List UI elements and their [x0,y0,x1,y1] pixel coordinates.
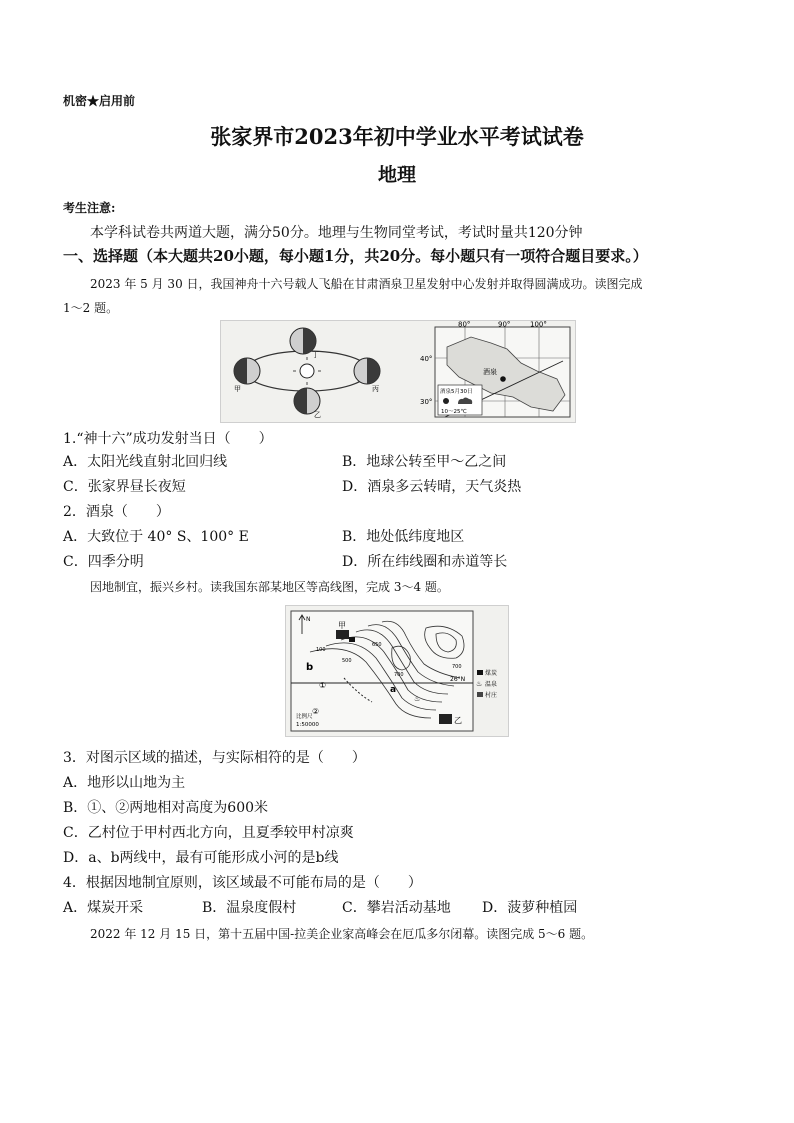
figure-orbit-and-map [220,320,576,423]
orbit-label-jia: 甲 [234,385,241,393]
q3-option-c: C．乙村位于甲村西北方向，且夏季较甲村凉爽 [63,825,354,841]
confidential-mark: 机密★启用前 [63,94,136,108]
village-yi-label: 乙 [454,716,462,725]
intro-1-line-2: 1～2 题。 [63,301,119,315]
scale-value: 1:50000 [296,722,319,728]
q2-stem: 2．酒泉（ ） [63,504,170,520]
q4-option-b: B．温泉度假村 [202,900,297,916]
q3-option-b: B．①、②两地相对高度为600米 [63,800,269,816]
contour-label-700-b: 700 [452,664,462,670]
q1-option-a: A．太阳光线直射北回归线 [63,454,228,470]
q2-option-d: D．所在纬线圈和赤道等长 [342,554,508,570]
weather-date: 酒泉5月30日 [440,389,473,395]
legend-coal-label: 煤炭 [485,670,498,677]
village-yi-marker [439,714,452,724]
scale-label: 比例尺 [296,714,313,720]
notice-text: 本学科试卷共两道大题，满分50分。地理与生物同堂考试，考试时量共120分钟 [90,225,583,241]
coal-marker-1 [349,637,355,642]
hot-spring-icon: ♨ [414,695,421,703]
q4-option-d: D．菠萝种植园 [482,900,578,916]
sun-icon [443,398,449,404]
orbit-label-ding: 丁 [312,351,319,359]
q4-option-a: A．煤炭开采 [63,900,144,916]
contour-label-650: 650 [372,642,382,648]
contour-label-500: 500 [342,658,352,664]
orbit-label-yi: 乙 [314,411,321,419]
intro-2-line-1: 因地制宜，振兴乡村。读我国东部某地区等高线图，完成 3～4 题。 [90,580,449,594]
earth-orbit-diagram [234,328,380,419]
lon-label-100: 100° [530,321,547,329]
q4-option-c: C．攀岩活动基地 [342,900,451,916]
notice-label: 考生注意: [63,201,116,215]
lon-label-80: 80° [458,321,471,329]
line-b-label: b [306,662,314,673]
jiuquan-marker [500,376,506,382]
figure-1-svg [221,321,575,422]
q2-option-a: A．大致位于 40° S、100° E [63,529,249,545]
legend [476,669,497,699]
intro-3-line-1: 2022 年 12 月 15 日，第十五届中国-拉美企业家高峰会在厄瓜多尔闭幕。读图完成 5～6 题。 [90,927,594,941]
village-jia-label: 甲 [338,621,346,630]
section-heading: 一、选择题（本大题共20小题，每小题1分，共20分。每小题只有一项符合题目要求。） [63,247,648,265]
subject-title: 地理 [377,164,416,186]
north-label: N [306,616,311,623]
lat-label-30: 30° [420,398,433,406]
legend-village-label: 村庄 [485,692,498,699]
q1-option-b: B．地球公转至甲～乙之间 [342,454,507,470]
contour-label-700-a: 700 [394,672,404,678]
figure-contour-map [285,605,509,737]
city-label: 酒泉 [483,368,497,376]
intro-1-line-1: 2023 年 5 月 30 日，我国神舟十六号载人飞船在甘肃酒泉卫星发射中心发射并取得圆满成功。读图完成 [90,277,643,291]
legend-village-icon [477,692,483,697]
legend-hot-spring-label: 温泉 [485,681,498,688]
point-2-label: ② [312,707,320,716]
orbit-label-bing: 丙 [372,385,379,393]
line-a-label: a [390,685,397,695]
q2-option-b: B．地处低纬度地区 [342,529,465,545]
q2-option-c: C．四季分明 [63,554,144,570]
figure-2-svg [286,606,508,736]
lon-label-90: 90° [498,321,511,329]
weather-temp: 10～25℃ [441,409,467,415]
jiuquan-map [420,321,570,417]
lat-label-40: 40° [420,355,433,363]
q3-option-d: D．a、b两线中，最有可能形成小河的是b线 [63,850,339,866]
q1-stem: 1.“神十六”成功发射当日（ ） [63,431,273,447]
village-jia-marker [336,630,349,639]
point-1-label: ① [319,681,327,690]
contour-label-100: 100 [316,647,326,653]
legend-coal-icon [477,670,483,675]
lat-26n-label: 26°N [450,676,466,683]
exam-title: 张家界市2023年初中学业水平考试试卷 [210,124,584,149]
q1-option-d: D．酒泉多云转晴，天气炎热 [342,479,522,495]
q3-option-a: A．地形以山地为主 [63,775,186,791]
q4-stem: 4．根据因地制宜原则，该区域最不可能布局的是（ ） [63,875,422,891]
legend-hot-spring-icon: ♨ [476,680,483,688]
q3-stem: 3．对图示区域的描述，与实际相符的是（ ） [63,750,366,766]
q1-option-c: C．张家界昼长夜短 [63,479,186,495]
